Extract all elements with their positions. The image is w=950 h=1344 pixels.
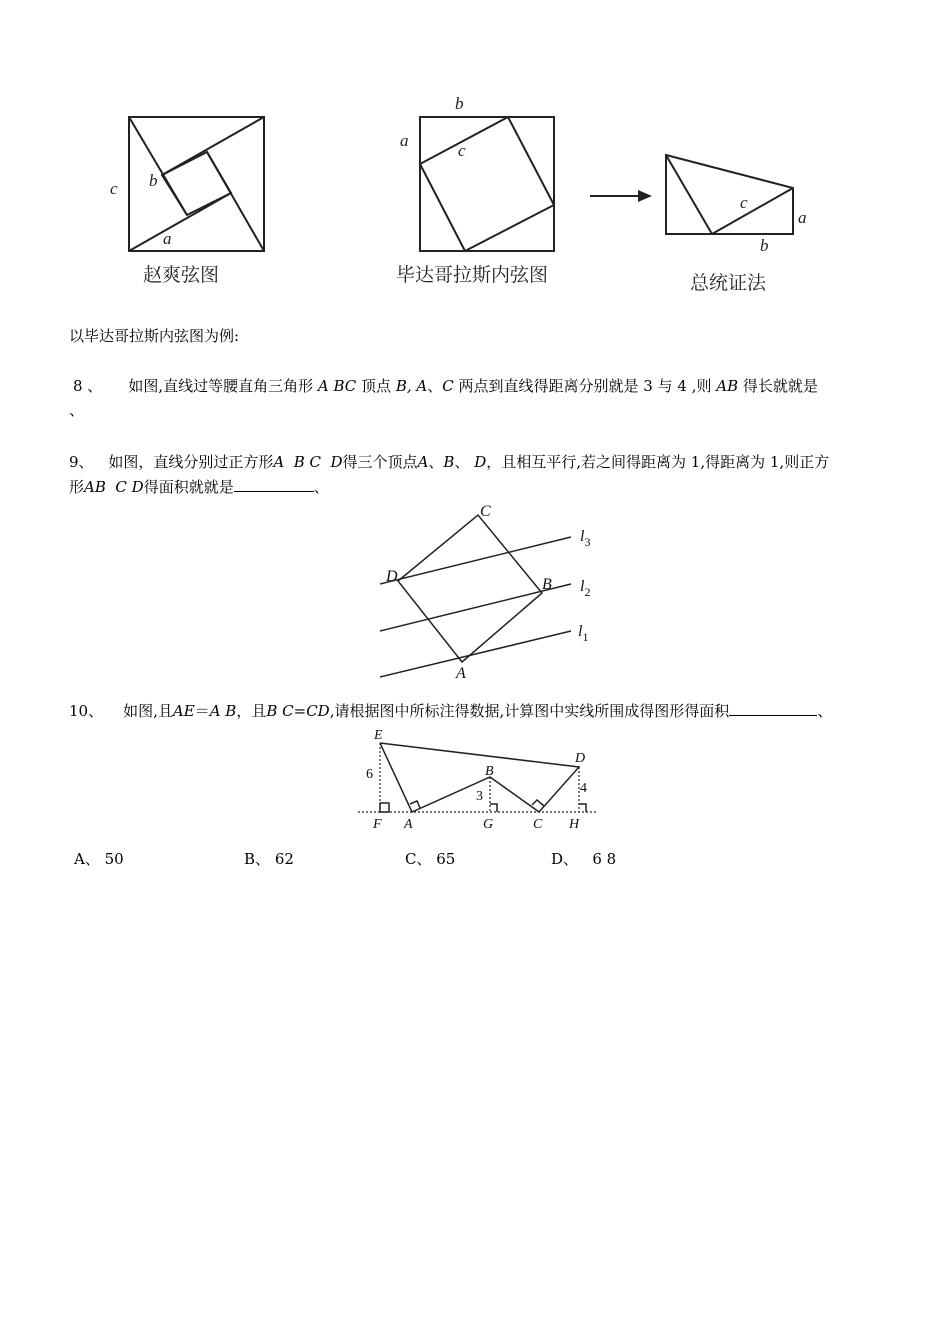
q10-end: 、 [817,702,833,720]
top-figures [0,0,950,300]
zongtong-label-a: a [798,208,807,227]
bida-label-b: b [455,94,464,113]
q10-number: 10、 [69,702,104,720]
q8-text-2: 顶点 [361,377,392,395]
zhao-inner-square [162,152,231,215]
q8-text-5: 得长就就是 [742,377,818,395]
option-c[interactable] [405,847,455,871]
q10-ae: AE [172,702,195,720]
option-b-value: 62 [274,850,294,868]
option-d[interactable] [551,847,616,871]
q10-text-1: 如图,且 [123,702,173,720]
q9-text-1: 如图，直线分别过正方形 [108,453,274,471]
fig9-label-l2: $l_2$ [580,578,591,599]
trapezoid [666,155,793,234]
fig10-num-3: 3 [476,789,483,804]
q9-line2-end: 、 [313,478,329,496]
q10-eq-2: = [293,702,307,720]
q8-c: C [442,377,454,395]
bida-label-c: c [458,141,466,160]
zongtong-label-b: b [760,236,769,255]
right-angle-c [532,800,544,806]
q8-ab: AB [716,377,739,395]
zhao-label-a: a [163,229,172,248]
fig9-label-l3: $l_3$ [580,528,591,549]
option-d-value: 6 8 [592,850,617,868]
q8-number: 8 、 [73,377,103,395]
fig9-label-c: C [480,503,491,520]
q9-text-3: ，且相互平行,若之间得距离为 1,得距离为 1,则正方 [486,453,830,471]
q9-sep-2: 、 [454,453,475,471]
q9-sep-1: 、 [428,453,444,471]
q9-abcd: A B C D [273,453,343,471]
q10-cd: CD [306,702,330,720]
bida-inner-square [420,117,554,251]
fig10-label-h: H [569,817,580,832]
option-a-label: A、 [74,850,100,868]
intro-text: 以毕达哥拉斯内弦图为例: [69,327,240,345]
q9-text-2: 得三个顶点 [342,453,418,471]
fig10-label-a: A [404,817,413,832]
q8-abc: A BC [317,377,357,395]
fig9-label-l1: $l_1$ [578,623,589,644]
q10-ab: A B [209,702,237,720]
q9-line-2 [69,475,329,499]
q8-text-1: 如图,直线过等腰直角三角形 [128,377,314,395]
fig10-num-4: 4 [580,781,587,796]
square-abcd [398,515,542,662]
q10-text-2: ，且 [236,702,267,720]
q9-answer-blank[interactable] [234,477,314,492]
bida-caption: 毕达哥拉斯内弦图 [396,264,549,286]
question-9 [69,450,899,474]
zhao-label-c: c [110,179,118,198]
q10-eq-1: ＝ [194,702,210,720]
right-angle-h [579,804,586,812]
q9-line2-text: 得面积就就是 [143,478,234,496]
question-8 [69,374,899,398]
arrow-head [638,190,652,202]
fig10-num-6: 6 [366,767,373,782]
fig10-label-b: B [485,764,494,779]
right-angle-g [490,804,497,812]
option-a[interactable] [74,847,124,871]
option-a-value: 50 [104,850,124,868]
question-10 [69,699,909,723]
q8-line-2: 、 [69,401,85,419]
option-d-label: D、 [551,850,579,868]
q10-answer-blank[interactable] [729,701,817,716]
q10-text-3: ,请根据图中所标注得数据,计算图中实线所围成得图形得面积 [329,702,730,720]
fig10-label-c: C [533,817,543,832]
figure-10 [350,725,610,835]
q8-text-3: 、 [427,377,443,395]
zhao-label-b: b [149,171,158,190]
fig9-label-b: B [542,576,552,593]
q9-d: D [474,453,487,471]
q9-a: A [417,453,429,471]
figure-9 [360,495,620,685]
option-c-value: 65 [436,850,456,868]
bida-label-a: a [400,131,409,150]
fig10-label-d: D [575,751,586,766]
right-angle-f [380,803,389,812]
option-b[interactable] [244,847,294,871]
q8-text-4: 两点到直线得距离分别就是 3 与 4 ,则 [458,377,712,395]
q9-number: 9、 [69,453,94,471]
q9-line2-pre: 形 [69,478,85,496]
option-c-label: C、 [405,850,432,868]
fig10-label-g: G [483,817,494,832]
q10-bc: B C [266,702,294,720]
fig9-label-a: A [456,665,466,682]
q9-abcd-2: AB C D [84,478,144,496]
fig9-label-d: D [386,568,398,585]
zongtong-label-c: c [740,193,748,212]
q8-ba: B, A [395,377,428,395]
bida-outer-square [420,117,554,251]
fig10-label-f: F [373,817,382,832]
option-b-label: B、 [244,850,271,868]
zhao-caption: 赵爽弦图 [143,264,220,286]
zongtong-caption: 总统证法 [690,272,767,294]
right-angle-a [410,801,420,808]
fig10-label-e: E [374,728,383,743]
q9-b: B [443,453,455,471]
line-l1 [380,631,571,677]
